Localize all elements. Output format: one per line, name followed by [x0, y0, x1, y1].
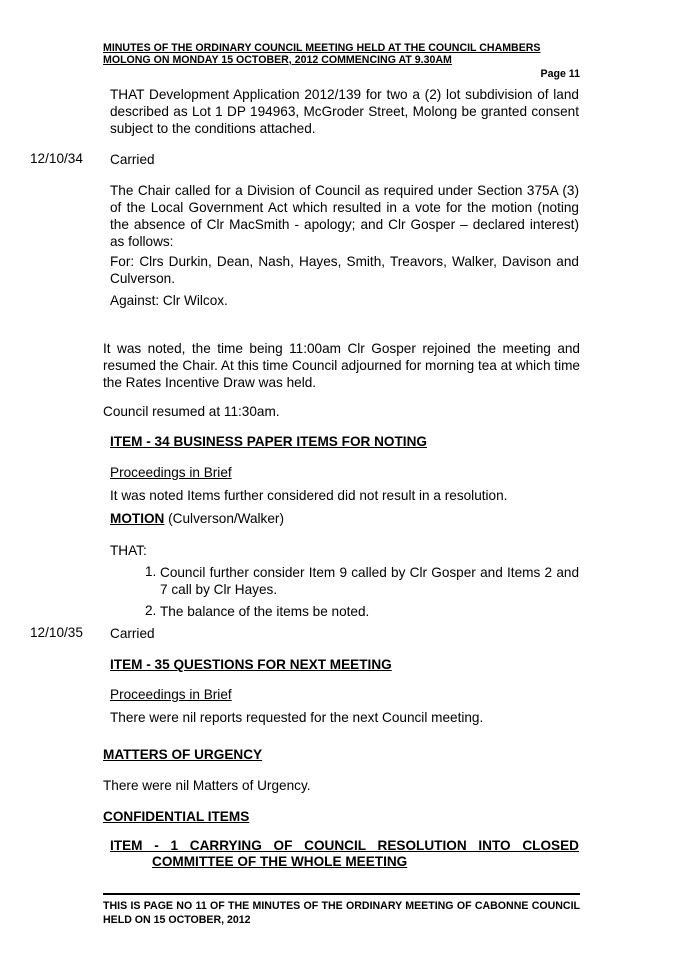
confidential-heading: CONFIDENTIAL ITEMS	[103, 809, 250, 824]
motion-label: MOTION	[110, 511, 165, 526]
resolution-number-1: 12/10/34	[30, 151, 83, 166]
motion-item-number-2: 2.	[145, 603, 157, 618]
motion-item-number-1: 1.	[145, 564, 157, 579]
item-1-heading-line2: COMMITTEE OF THE WHOLE MEETING	[152, 854, 408, 869]
item-35-brief-label: Proceedings in Brief	[110, 687, 232, 702]
urgency-heading: MATTERS OF URGENCY	[103, 747, 263, 762]
noted-paragraph: It was noted, the time being 11:00am Clr Gosper rejoined the meeting and resumed the Chair. At this time Council adjourned for morning tea at which time the Rates Incentive Draw was held.	[103, 341, 580, 390]
resolution-status-2: Carried	[110, 626, 155, 641]
urgency-text: There were nil Matters of Urgency.	[103, 778, 311, 793]
header-title-line2: MOLONG ON MONDAY 15 OCTOBER, 2012 COMMENCING AT 9.30AM	[103, 54, 452, 66]
item-1-heading-line1: ITEM - 1 CARRYING OF COUNCIL RESOLUTION INTO CLOSED	[110, 838, 579, 853]
resolution-status-1: Carried	[110, 152, 155, 167]
resumed-paragraph: Council resumed at 11:30am.	[103, 404, 280, 419]
division-paragraph: The Chair called for a Division of Council as required under Section 375A (3) of the Local Government Act which resulted in a vote for the motion (noting the absence of Clr MacSmith - apology; and Clr Gosper – declared interest) as follows:	[110, 183, 579, 249]
item-35-brief-text: There were nil reports requested for the next Council meeting.	[110, 710, 484, 725]
footer-divider	[103, 893, 580, 895]
item-34-heading: ITEM - 34 BUSINESS PAPER ITEMS FOR NOTING	[110, 434, 427, 449]
header-title-line1: MINUTES OF THE ORDINARY COUNCIL MEETING HELD AT THE COUNCIL CHAMBERS	[103, 42, 541, 54]
motion-item-text-1: Council further consider Item 9 called by Clr Gosper and Items 2 and 7 call by Clr Hayes.	[160, 565, 579, 597]
motion-line	[110, 510, 284, 527]
motion-movers: (Culverson/Walker)	[164, 511, 284, 526]
page-footer: THIS IS PAGE NO 11 OF THE MINUTES OF THE ORDINARY MEETING OF CABONNE COUNCIL HELD ON 15 OCTOBER, 2012	[103, 900, 580, 926]
item-35-heading: ITEM - 35 QUESTIONS FOR NEXT MEETING	[110, 657, 392, 672]
page-number: Page 11	[540, 68, 580, 80]
motion-item-text-2: The balance of the items be noted.	[160, 604, 370, 619]
item-34-brief-label: Proceedings in Brief	[110, 465, 232, 480]
that-label: THAT:	[110, 543, 147, 558]
resolution-paragraph: THAT Development Application 2012/139 for two a (2) lot subdivision of land described as Lot 1 DP 194963, McGroder Street, Molong be granted consent subject to the conditions attached.	[110, 87, 579, 136]
item-34-brief-text: It was noted Items further considered did not result in a resolution.	[110, 488, 508, 503]
resolution-number-2: 12/10/35	[30, 625, 83, 640]
vote-for-paragraph: For: Clrs Durkin, Dean, Nash, Hayes, Smith, Treavors, Walker, Davison and Culverson.	[110, 254, 579, 286]
vote-against-paragraph: Against: Clr Wilcox.	[110, 293, 228, 308]
